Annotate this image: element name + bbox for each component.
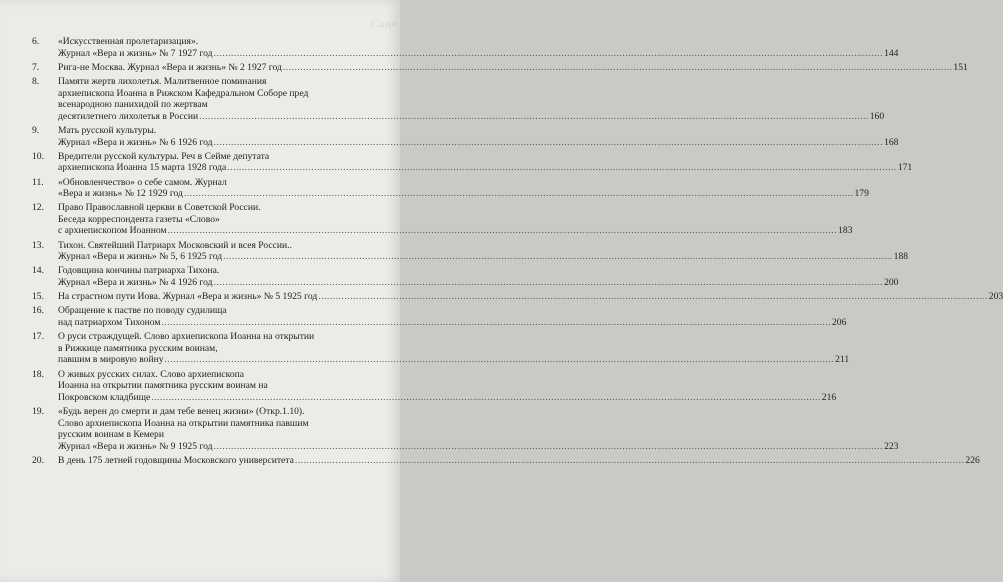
toc-entry-body <box>58 76 884 122</box>
toc-entry-title-line: На страстном пути Иова. Журнал «Вера и жизнь» № 5 1925 год <box>58 291 318 303</box>
toc-entry-page-number: 160 <box>869 110 885 122</box>
toc-entry-body <box>58 62 968 74</box>
toc-entry-leader-line <box>58 48 898 60</box>
toc-entry-number: 17. <box>32 331 44 343</box>
toc-entry-body <box>58 455 980 467</box>
toc-entry-leader-line <box>58 354 849 366</box>
toc-entry-body <box>58 406 898 452</box>
toc-entry-body <box>58 151 912 174</box>
dot-leader <box>214 441 884 453</box>
toc-entry-number: 14. <box>32 265 44 277</box>
toc-entry <box>32 239 909 263</box>
toc-entry-leader-line <box>58 455 980 467</box>
dot-leader <box>151 392 821 404</box>
toc-entry-title-line: Памяти жертв лихолетья. Малитвенное поминания <box>58 75 267 87</box>
toc-entry-title-line: Обращение к пастве по поводу судилища <box>58 305 227 317</box>
toc-entry-number: 9. <box>32 124 40 136</box>
toc-entry-leader-line <box>58 188 869 200</box>
toc-entry-number: 13. <box>32 239 44 251</box>
toc-entry <box>32 265 899 289</box>
toc-entry-title-line: архиепископа Иоанна 15 марта 1928 года <box>58 162 227 174</box>
toc-entry-page-number: 216 <box>821 391 837 403</box>
toc-entry-number: 8. <box>32 75 40 87</box>
toc-entry-title-line: О руси страждущей. Слово архиепископа Иоанна на открытии <box>58 331 315 343</box>
toc-entry-leader-line <box>58 317 846 329</box>
toc-entry-leader-line <box>58 137 898 149</box>
dot-leader <box>214 137 884 149</box>
toc-entry-title-line: Право Православной церкви в Советской России. <box>58 202 261 214</box>
toc-entry-leader-line <box>58 225 853 237</box>
toc-entry-leader-line <box>58 392 836 404</box>
toc-entry-body <box>58 291 1003 303</box>
toc-entry-page-number: 144 <box>884 47 899 59</box>
toc-entry-page-number: 179 <box>854 188 869 200</box>
toc-entry-body <box>58 369 836 404</box>
toc-entry-page-number: 151 <box>953 61 968 73</box>
toc-entry-title-line: Журнал «Вера и жизнь» № 9 1925 год <box>58 440 213 452</box>
toc-entry-title-line: «Искусственная пролетаризация». <box>58 36 199 47</box>
toc-entry-page-number: 211 <box>835 354 850 366</box>
toc-entry-page-number: 171 <box>897 162 913 174</box>
toc-entry-leader-line <box>58 111 884 123</box>
toc-entry-title-line: Рига-не Москва. Журнал «Вера и жизнь» № 2 1927 год <box>58 61 282 73</box>
toc-entry-body <box>58 265 898 288</box>
toc-entry-page-number: 200 <box>884 277 899 289</box>
dot-leader <box>199 111 869 123</box>
toc-entry-title-line: Беседа корреспондента газеты «Слово» <box>58 213 220 225</box>
toc-entry-title-line: «Вера и жизнь» № 12 1929 год <box>58 188 183 200</box>
toc-entry-page-number: 168 <box>884 136 899 148</box>
dot-leader <box>214 48 884 60</box>
toc-entry-title-line: Иоанна на открытии памятника русским воинам на <box>58 380 268 392</box>
dot-leader <box>318 291 988 303</box>
dot-leader <box>168 225 838 237</box>
toc-entry-page-number: 203 <box>988 291 1003 303</box>
toc-entry-number: 20. <box>32 454 44 466</box>
toc-entry <box>32 202 853 237</box>
toc-entry-leader-line <box>58 251 908 263</box>
toc-entry-body <box>58 331 849 366</box>
toc-entry-body <box>58 305 846 328</box>
dot-leader <box>223 251 893 263</box>
toc-entry-number: 12. <box>32 202 44 214</box>
toc-entry-title-line: десятилетнего лихолетья в России <box>58 110 199 122</box>
toc-entry-page-number: 183 <box>838 225 853 237</box>
toc-entry-leader-line <box>58 277 898 289</box>
toc-entry-number: 15. <box>32 291 44 303</box>
toc-entry-title-line: архиепископа Иоанна в Рижском Кафедральном Соборе пред <box>58 87 309 99</box>
toc-entry <box>32 36 899 59</box>
toc-entry-leader-line <box>58 162 912 174</box>
toc-entry-title-line: Тихон. Святейший Патриарх Московский и всея России.. <box>58 239 292 251</box>
toc-entry <box>32 124 899 148</box>
toc-entry-leader-line <box>58 291 1003 303</box>
toc-entry <box>32 331 850 366</box>
toc-entry-body <box>58 177 869 200</box>
toc-entry-page-number: 226 <box>965 454 980 466</box>
dot-leader <box>165 354 835 366</box>
toc-entry-title-line: «Обновленчество» о себе самом. Журнал <box>58 176 227 188</box>
toc-entry-leader-line <box>58 62 968 74</box>
toc-entry-title-line: Слово архиепископа Иоанна на открытии памятника павшим <box>58 417 309 429</box>
toc-entry-body <box>58 240 908 263</box>
toc-entry-leader-line <box>58 441 898 453</box>
toc-entry-page-number: 188 <box>893 251 909 263</box>
toc-entry-title-line: павшим в мировую войну <box>58 354 164 366</box>
toc-entry-title-line: В день 175 летней годовщины Московского университета <box>58 454 294 466</box>
toc-entry-title-line: русским воинам в Кемери <box>58 429 164 441</box>
dot-leader <box>184 188 854 200</box>
toc-entry-body <box>58 36 898 59</box>
toc-entry-title-line: Журнал «Вера и жизнь» № 7 1927 год <box>58 47 213 59</box>
toc-entry-number: 7. <box>32 61 40 73</box>
toc-entry-title-line: в Рижкице памятника русским воинам, <box>58 342 218 354</box>
toc-entry <box>32 61 968 74</box>
toc-entry-title-line: Вредители русской культуры. Реч в Сейме депутата <box>58 150 270 162</box>
toc-entry <box>32 291 1003 303</box>
toc-entry-number: 18. <box>32 368 44 380</box>
toc-entry-title-line: «Будь верен до смерти и дам тебе венец жизни» (Откр.1.10). <box>58 405 305 417</box>
toc-entry-number: 16. <box>32 305 44 317</box>
toc-entry <box>32 454 980 467</box>
toc-entry-body <box>58 202 853 237</box>
toc-entry-body <box>58 125 898 148</box>
toc-entry-number: 11. <box>32 176 44 188</box>
toc-entry-title-line: Годовщина кончины патриарха Тихона. <box>58 265 220 277</box>
toc-entry <box>32 405 899 452</box>
toc-entry-title-line: с архиепископом Иоанном <box>58 225 167 237</box>
toc-entry <box>32 150 913 174</box>
toc-entry-title-line: Журнал «Вера и жизнь» № 5, 6 1925 год <box>58 251 223 263</box>
dot-leader <box>214 277 884 289</box>
toc-entry <box>32 75 885 122</box>
table-of-contents <box>32 36 1003 469</box>
toc-entry-title-line: О живых русских силах. Слово архиепископа <box>58 368 245 380</box>
toc-entry-number: 10. <box>32 150 44 162</box>
dot-leader <box>295 455 965 467</box>
toc-entry-number: 6. <box>32 36 40 47</box>
toc-entry-title-line: всенародною панихидой по жертвам <box>58 99 208 111</box>
toc-entry-title-line: Покровском кладбище <box>58 391 151 403</box>
dot-leader <box>161 317 831 329</box>
toc-entry-page-number: 223 <box>884 440 899 452</box>
bleed-through-text: Соде <box>371 18 398 30</box>
toc-entry-title-line: Журнал «Вера и жизнь» № 4 1926 год <box>58 277 213 289</box>
dot-leader <box>283 62 953 74</box>
toc-entry <box>32 176 869 200</box>
toc-entry-number: 19. <box>32 405 44 417</box>
toc-entry-page-number: 206 <box>831 317 847 328</box>
toc-entry <box>32 305 847 328</box>
toc-entry-title-line: Мать русской культуры. <box>58 124 157 136</box>
toc-entry-title-line: над патриархом Тихоном <box>58 317 161 328</box>
toc-entry-title-line: Журнал «Вера и жизнь» № 6 1926 год <box>58 136 213 148</box>
toc-entry <box>32 368 837 404</box>
dot-leader <box>227 162 897 174</box>
